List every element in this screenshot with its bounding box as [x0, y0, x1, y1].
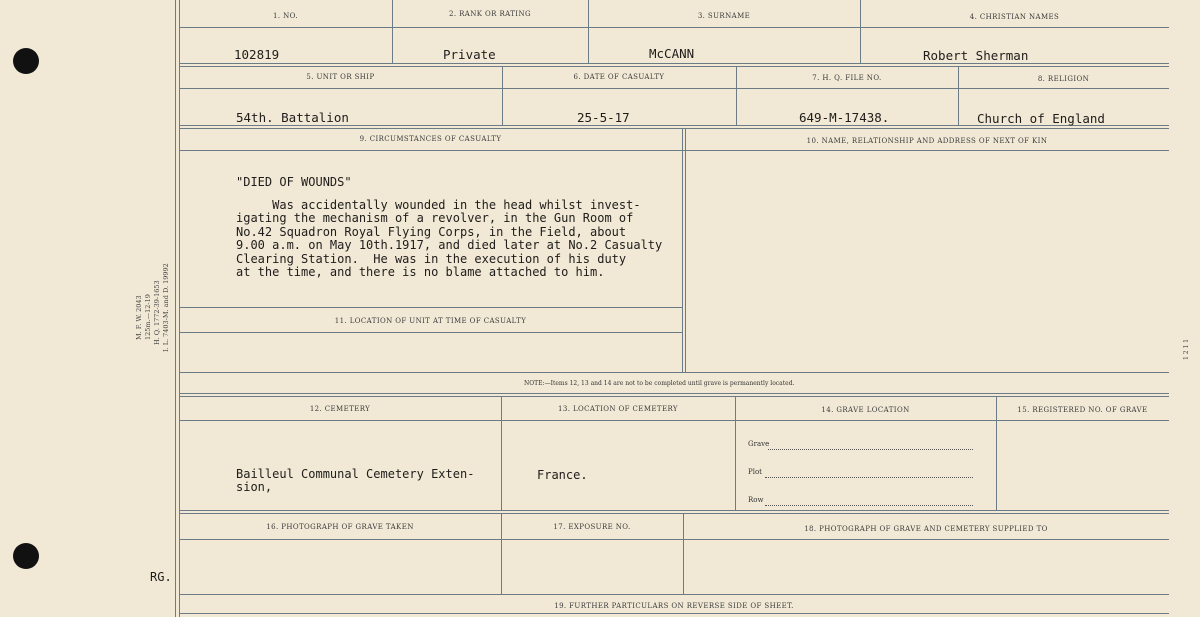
religion-value: Church of England [977, 111, 1105, 126]
circumstances-title: "DIED OF WOUNDS" [236, 175, 352, 189]
date-casualty-label: 6. DATE OF CASUALTY [573, 73, 665, 81]
punch-hole [13, 48, 39, 74]
rank-value: Private [443, 47, 496, 62]
surname-label: 3. SURNAME [697, 12, 751, 20]
form-ref-1: M. F. W. 2043 [135, 295, 143, 340]
location-cemetery-label: 13. LOCATION OF CEMETERY [558, 405, 678, 413]
row-field-label: Row [748, 496, 764, 504]
photo-taken-label: 16. PHOTOGRAPH OF GRAVE TAKEN [266, 523, 414, 531]
note-text: NOTE:—Items 12, 13 and 14 are not to be completed until grave is permanently located. [524, 380, 795, 387]
next-of-kin-label: 10. NAME, RELATIONSHIP AND ADDRESS OF NEXT OF KIN [806, 137, 1048, 145]
christian-names-label: 4. CHRISTIAN NAMES [969, 13, 1060, 21]
hq-file-label: 7. H. Q. FILE NO. [812, 74, 882, 82]
unit-label: 5. UNIT OR SHIP [306, 73, 375, 81]
registered-no-label: 15. REGISTERED NO. OF GRAVE [1017, 406, 1148, 414]
circumstances-label: 9. CIRCUMSTANCES OF CASUALTY [359, 135, 502, 143]
date-casualty-value: 25-5-17 [577, 110, 630, 125]
further-particulars-label: 19. FURTHER PARTICULARS ON REVERSE SIDE OF SHEET. [554, 602, 794, 610]
rg-mark: RG. [150, 570, 172, 584]
plot-field-label: Plot [748, 468, 762, 476]
grave-field-label: Grave [748, 440, 770, 448]
rank-label: 2. RANK OR RATING [449, 10, 531, 18]
right-margin-mark: 1 2 1 1 [1183, 339, 1190, 360]
surname-value: McCANN [649, 46, 695, 61]
no-value: 102819 [234, 47, 280, 62]
grave-location-label: 14. GRAVE LOCATION [821, 406, 910, 414]
cemetery-label: 12. CEMETERY [309, 405, 371, 413]
unit-value: 54th. Battalion [236, 110, 349, 125]
no-label: 1. NO. [273, 12, 298, 20]
location-unit-label: 11. LOCATION OF UNIT AT TIME OF CASUALTY [334, 317, 527, 325]
cemetery-value: Bailleul Communal Cemetery Exten- sion, [236, 467, 475, 495]
photo-supplied-label: 18. PHOTOGRAPH OF GRAVE AND CEMETERY SUPPLIED TO [804, 525, 1048, 533]
hq-file-value: 649-M-17438. [799, 110, 890, 125]
religion-label: 8. RELIGION [1037, 75, 1090, 83]
form-ref-4: I. L. 7403-M. and D. 19992 [162, 263, 170, 352]
form-ref-3: H. Q. 1772-39-1653 [153, 280, 161, 345]
punch-hole [13, 543, 39, 569]
exposure-no-label: 17. EXPOSURE NO. [553, 523, 631, 531]
form-ref-2: 125m.—12-19 [144, 294, 152, 340]
circumstances-text: Was accidentally wounded in the head whilst invest- igating the mechanism of a revolver, in the Gun Room of No.42 Squadron Royal Flying Corps, in the Field, about 9.00 a.m. on May 10th.1917, and died later at No.2 Casualty Clearing Station. He was in the execution of his duty at the time, and there is no blame attached to him. [236, 198, 663, 280]
location-cemetery-value: France. [537, 468, 588, 482]
christian-names-value: Robert Sherman [923, 48, 1029, 63]
